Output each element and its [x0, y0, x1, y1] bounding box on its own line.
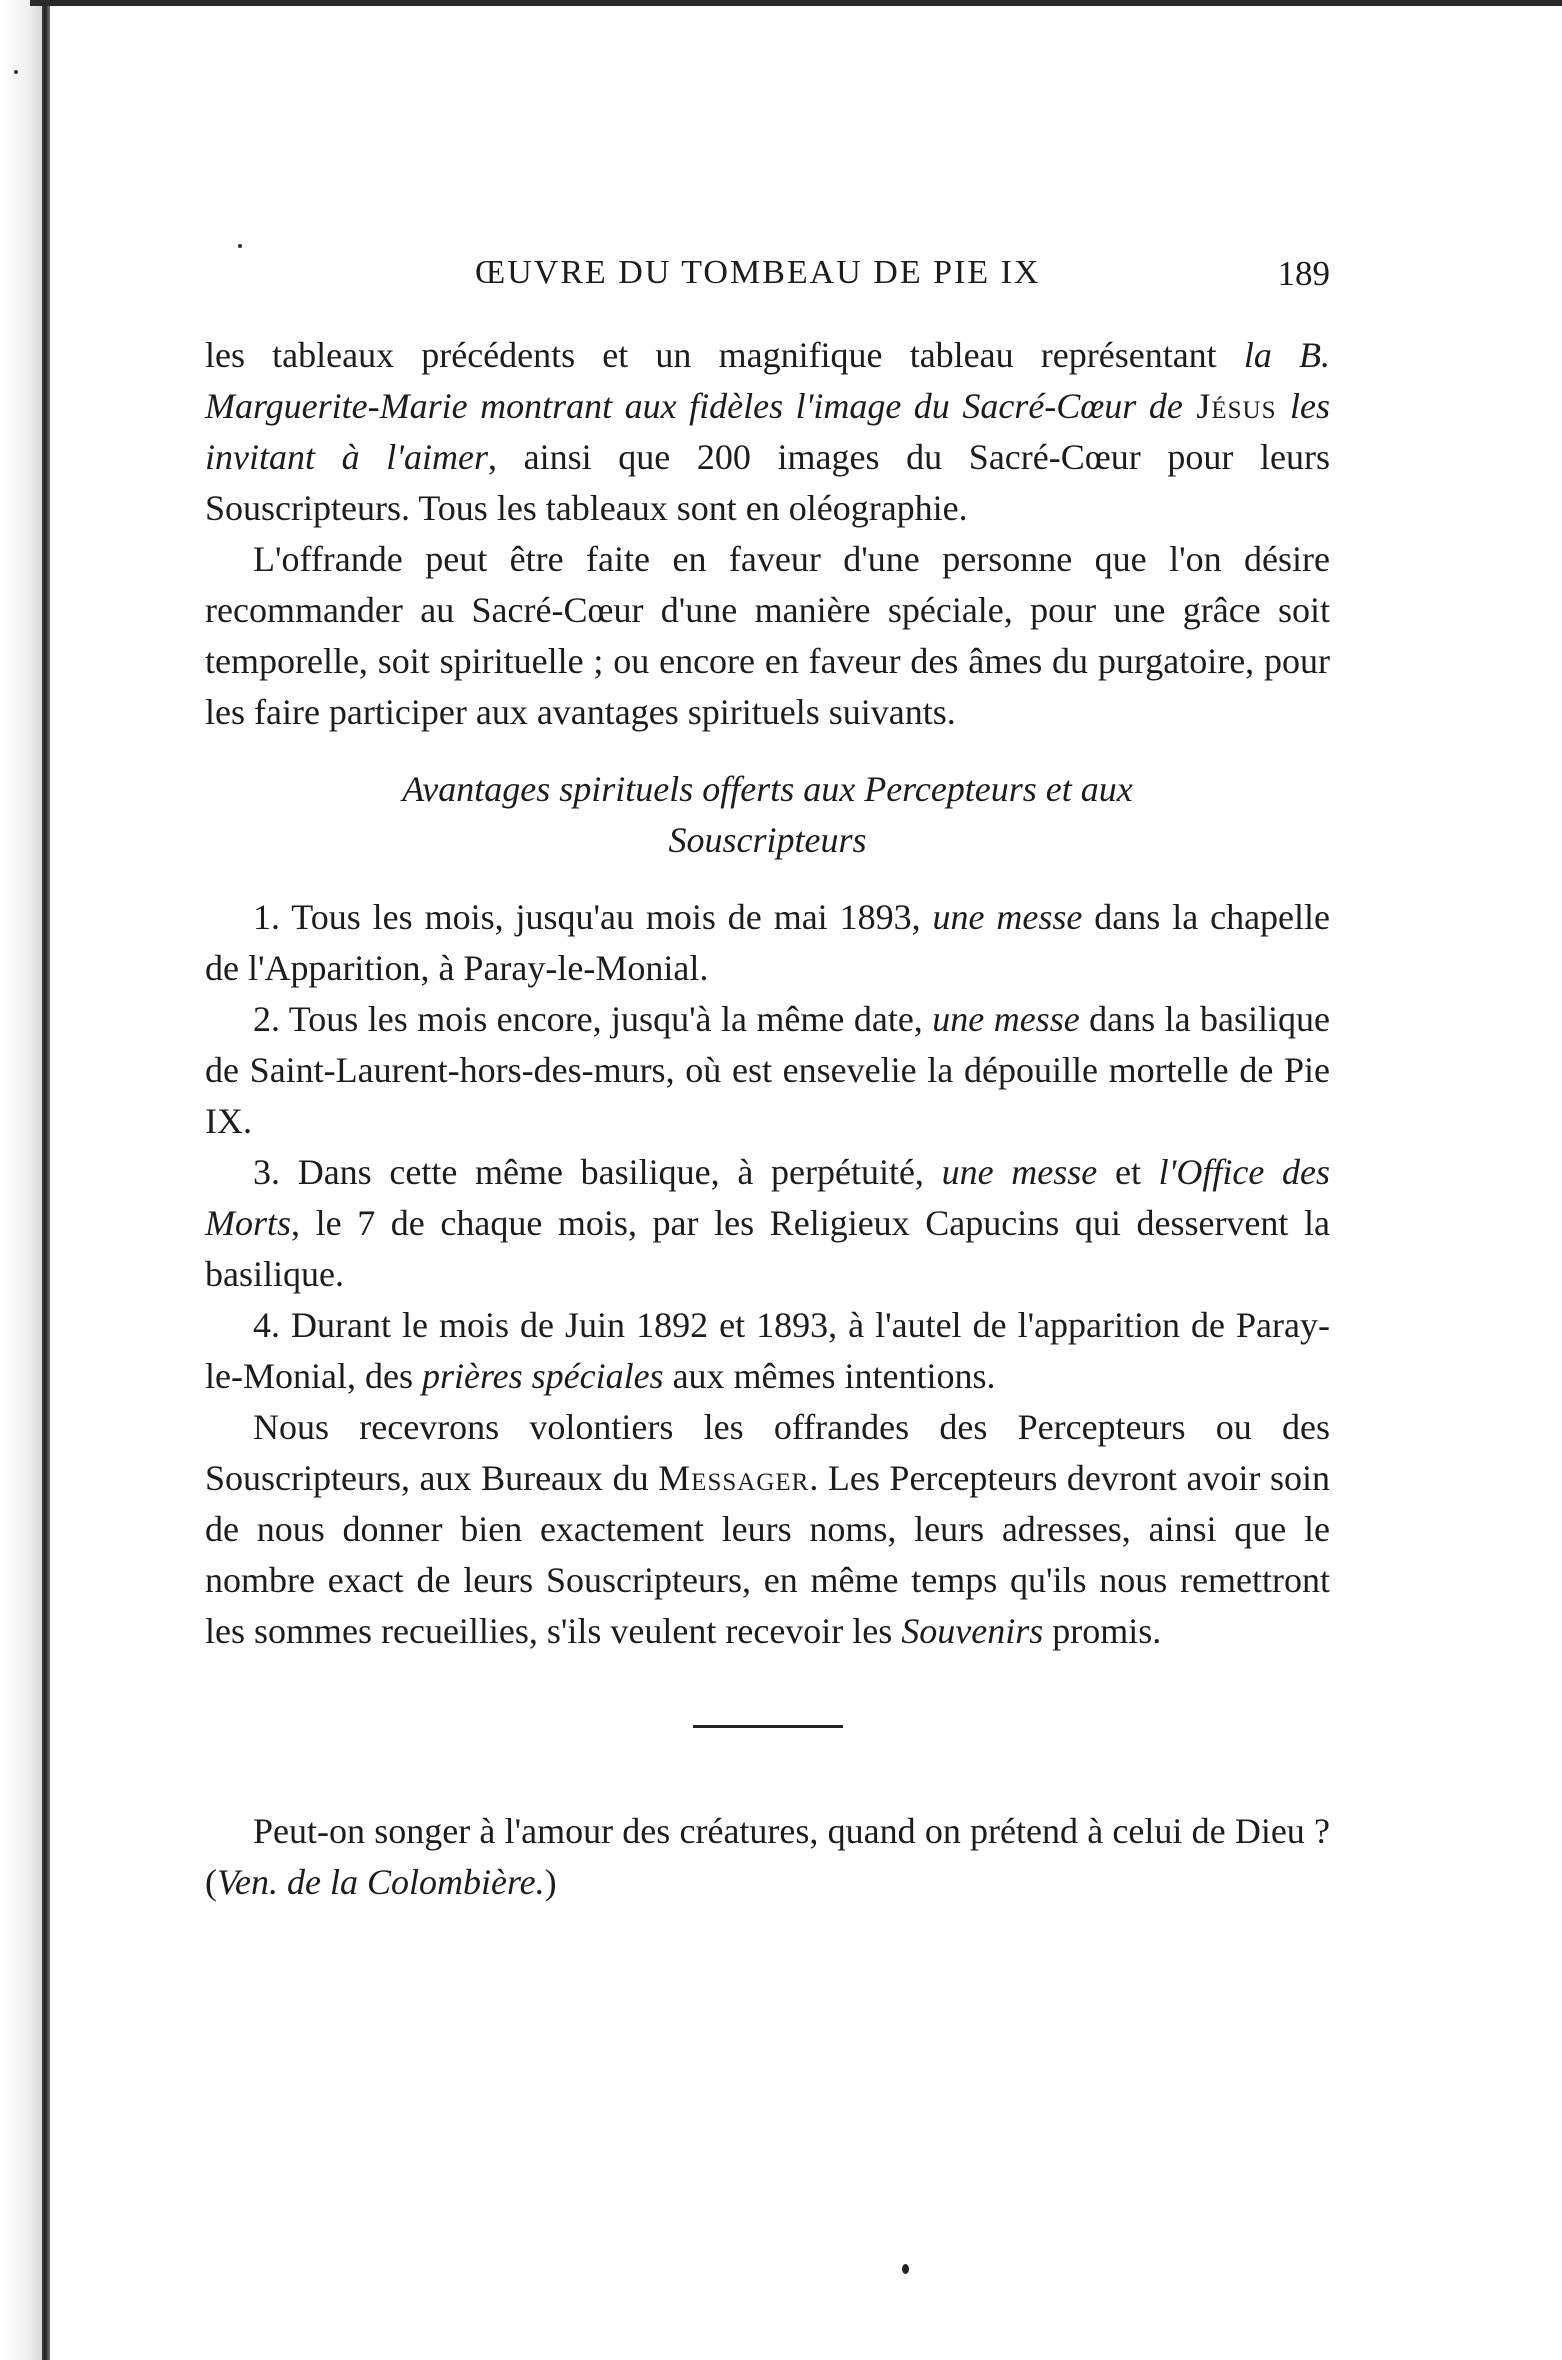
text-run: . Les Percepteurs devront avoir soin de nous donner bien exactement leurs noms, leurs adresses, ainsi que le nombre exact de leurs Souscripteurs, en même temps qu'ils nous remettront les sommes recueillies, s'ils veulent recevoir les: [205, 1458, 1330, 1651]
italic-run: l'Office des Morts: [205, 1152, 1330, 1243]
page-header: [205, 254, 1330, 304]
text-run: 3. Dans cette même basilique, à perpétuité,: [253, 1152, 942, 1192]
italic-run: Souvenirs: [901, 1611, 1044, 1651]
page-body: [205, 330, 1330, 1908]
text-run: 2. Tous les mois encore, jusqu'à la même date,: [253, 999, 933, 1039]
italic-run: prières spéciales: [421, 1356, 664, 1396]
small-caps-run: Messager: [658, 1458, 810, 1498]
running-head: ŒUVRE DU TOMBEAU DE PIE IX: [475, 254, 1041, 291]
section-title: [205, 764, 1330, 866]
list-item-2: [205, 994, 1330, 1147]
small-caps-run: Jésus: [1182, 386, 1290, 426]
italic-run: une messe: [932, 999, 1080, 1039]
text-run: Nous recevrons volontiers les offrandes des Percepteurs ou des Souscripteurs, aux Bureaux du: [205, 1407, 1330, 1498]
text-run: ): [544, 1862, 557, 1902]
section-divider: [693, 1725, 843, 1728]
print-speck: [238, 244, 242, 248]
print-speck: [14, 70, 18, 74]
text-run: 4. Durant le mois de Juin 1892 et 1893, à l'autel de l'apparition de Paray-le-Monial, des: [205, 1305, 1330, 1396]
page-gutter-shadow: [0, 0, 42, 2360]
italic-run: une messe: [932, 897, 1083, 937]
page-top-edge: [30, 0, 1562, 6]
italic-run: la B. Marguerite-Marie montrant aux fidèles l'image du Sacré-Cœur de: [205, 335, 1330, 426]
italic-run: les invitant à l'aimer: [205, 386, 1330, 477]
text-run: dans la basilique de Saint-Laurent-hors-des-murs, où est ensevelie la dépouille mortelle de Pie IX.: [205, 999, 1331, 1141]
section-title-line: Souscripteurs: [668, 820, 867, 860]
paragraph-messager: [205, 1402, 1330, 1657]
list-item-4: [205, 1300, 1330, 1402]
italic-run: une messe: [941, 1152, 1098, 1192]
paragraph-tableaux: [205, 330, 1330, 534]
section-title-line: Avantages spirituels offerts aux Percepteurs et aux: [402, 769, 1133, 809]
book-spine-edge: [42, 0, 50, 2360]
text-run: dans la chapelle de l'Apparition, à Paray-le-Monial.: [205, 897, 1331, 988]
list-item-1: [205, 892, 1330, 994]
text-run: Peut-on songer à l'amour des créatures, quand on prétend à celui de Dieu ? (: [205, 1811, 1330, 1902]
text-run: 1. Tous les mois, jusqu'au mois de mai 1893,: [253, 897, 933, 937]
paragraph-offrande: L'offrande peut être faite en faveur d'une personne que l'on désire recommander au Sacré-Cœur d'une manière spéciale, pour une grâce soit temporelle, soit spirituelle ; ou encore en faveur des âmes du purgatoire, pour les faire participer aux avantages spirituels suivants.: [205, 539, 1330, 732]
text-run: aux mêmes intentions.: [663, 1356, 996, 1396]
text-run: les tableaux précédents et un magnifique tableau représentant: [205, 335, 1244, 375]
page-ornament: [902, 2264, 909, 2274]
text-run: promis.: [1043, 1611, 1162, 1651]
text-run: , ainsi que 200 images du Sacré-Cœur pour leurs Souscripteurs. Tous les tableaux sont en oléographie.: [205, 437, 1330, 528]
closing-quote: [205, 1806, 1330, 1908]
page-number: 189: [1277, 254, 1330, 293]
italic-run: Ven. de la Colombière.: [217, 1862, 545, 1902]
text-run: et: [1097, 1152, 1159, 1192]
text-run: , le 7 de chaque mois, par les Religieux Capucins qui desservent la basilique.: [205, 1203, 1330, 1294]
list-item-3: [205, 1147, 1330, 1300]
